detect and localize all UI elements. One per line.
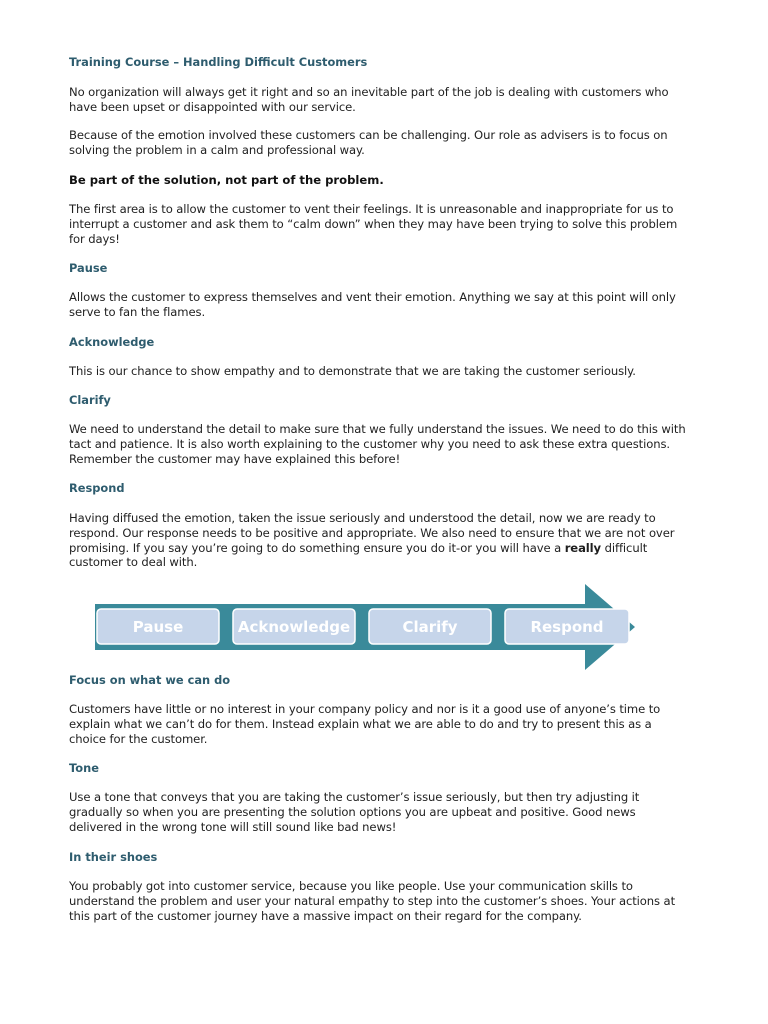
intro-paragraph-2: Because of the emotion involved these customers can be challenging. Our role as advisers is to focus on solving the problem in a calm and professional way.	[69, 128, 668, 157]
heading-shoes: In their shoes	[69, 850, 158, 864]
paragraph-respond	[69, 511, 689, 570]
process-step-clarify	[369, 609, 491, 644]
process-step-acknowledge	[233, 609, 355, 644]
process-step-clarify-label: Clarify	[402, 618, 458, 636]
process-step-pause	[97, 609, 219, 644]
heading-focus: Focus on what we can do	[69, 673, 231, 687]
paragraph-focus: Customers have little or no interest in your company policy and nor is it a good use of anyone’s time to explain what we can’t do for them. Instead explain what we are able to do and try to present this as a choice for the customer.	[69, 702, 661, 746]
heading-clarify: Clarify	[69, 393, 111, 407]
process-diagram-svg	[95, 584, 635, 670]
vent-paragraph: The first area is to allow the customer to vent their feelings. It is unreasonable and inappropriate for us to interrupt a customer and ask them to “calm down” when they may have been trying to solve this problem for days!	[69, 202, 678, 246]
respond-text-emphasis: really	[564, 540, 601, 555]
paragraph-pause: Allows the customer to express themselves and vent their emotion. Anything we say at this point will only serve to fan the flames.	[69, 290, 676, 319]
intro-paragraph-1: No organization will always get it right and so an inevitable part of the job is dealing with customers who have been upset or disappointed with our service.	[69, 85, 669, 114]
paragraph-shoes: You probably got into customer service, because you like people. Use your communication skills to understand the problem and user your natural empathy to step into the customer’s shoes. Your actions at this part of the customer journey have a massive impact on their regard for the company.	[69, 879, 676, 923]
process-diagram	[95, 584, 635, 670]
process-step-pause-label: Pause	[132, 618, 184, 636]
paragraph-acknowledge: This is our chance to show empathy and to demonstrate that we are taking the customer seriously.	[69, 364, 636, 378]
paragraph-clarify: We need to understand the detail to make sure that we fully understand the issues. We need to do this with tact and patience. It is also worth explaining to the customer why you need to ask these extra questions. Remember the customer may have explained this before!	[69, 422, 686, 466]
process-step-respond	[505, 609, 629, 644]
process-step-respond-label: Respond	[530, 618, 604, 636]
heading-tone: Tone	[69, 761, 99, 775]
respond-text-after: difficult customer to deal with.	[69, 540, 648, 570]
heading-pause: Pause	[69, 261, 108, 275]
heading-acknowledge: Acknowledge	[69, 335, 155, 349]
document-title: Training Course – Handling Difficult Customers	[69, 55, 368, 69]
motto-text: Be part of the solution, not part of the problem.	[69, 173, 384, 187]
paragraph-tone: Use a tone that conveys that you are taking the customer’s issue seriously, but then try adjusting it gradually so when you are presenting the solution options you are upbeat and positive. Good news delivered in the wrong tone will still sound like bad news!	[69, 790, 640, 834]
process-step-acknowledge-label: Acknowledge	[237, 618, 351, 636]
respond-text-before: Having diffused the emotion, taken the issue seriously and understood the detail, now we are ready to respond. Our response needs to be positive and appropriate. We also need to ensure that we are not over promising. If you say you’re going to do something ensure you do it-or you will have a	[69, 511, 675, 555]
heading-respond: Respond	[69, 481, 125, 495]
